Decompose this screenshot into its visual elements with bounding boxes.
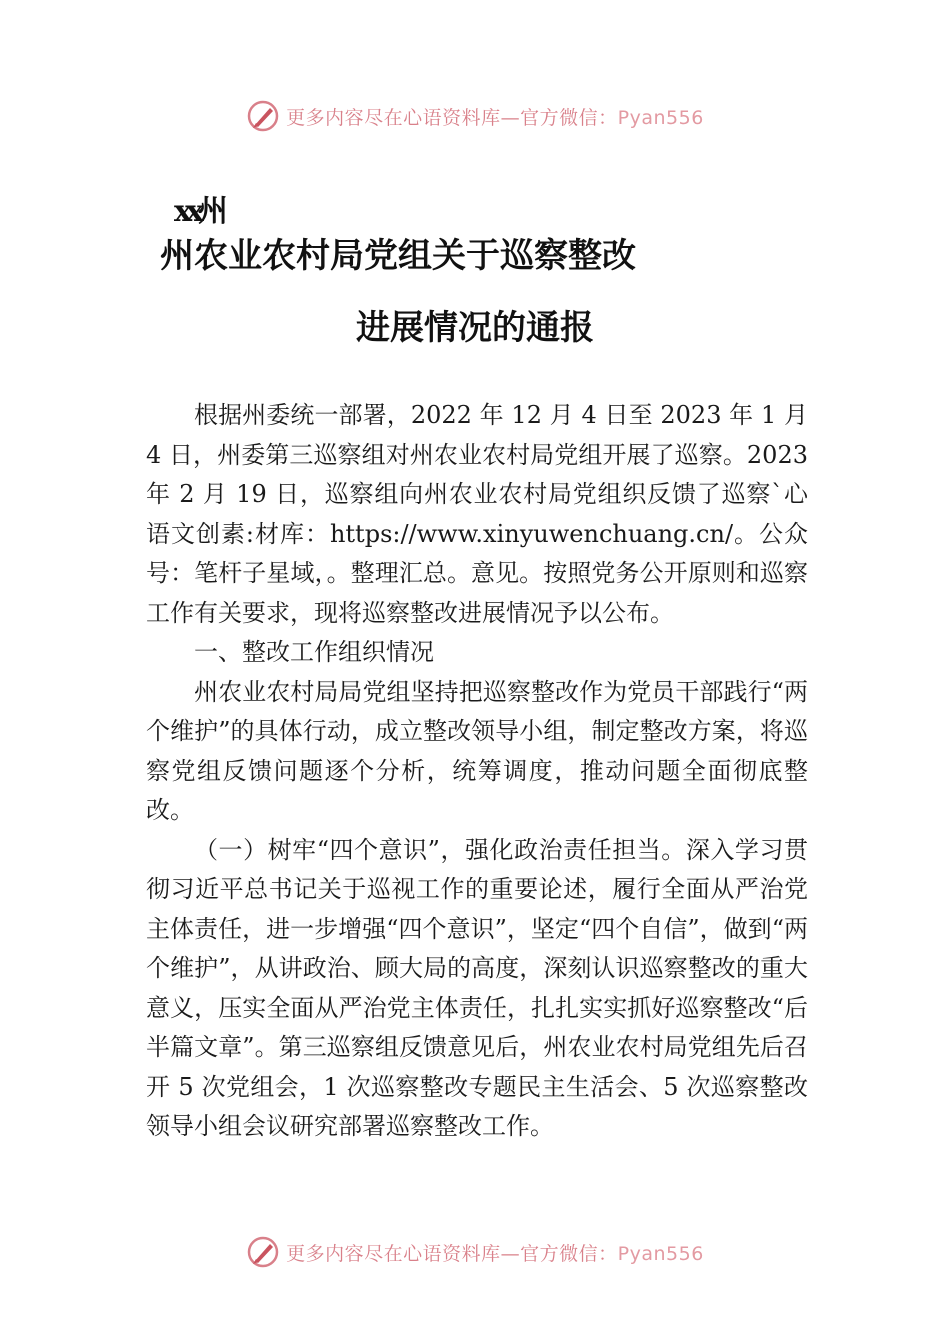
pen-circle-icon [246, 1235, 280, 1269]
section-heading-1: 一、整改工作组织情况 [194, 638, 434, 666]
watermark-text: 更多内容尽在心语资料库—官方微信：Pyan556 [286, 106, 704, 129]
pen-circle-icon [246, 99, 280, 133]
watermark-footer [0, 1232, 950, 1272]
document-title-line1: 州农业农村局党组关于巡察整改 [160, 236, 636, 276]
watermark-text: 更多内容尽在心语资料库—官方微信：Pyan556 [286, 1242, 704, 1265]
paragraph-organization: 州农业农村局局党组坚持把巡察整改作为党员干部践行“两个维护”的具体行动，成立整改领导小组，制定整改方案，将巡察党组反馈问题逐个分析，统筹调度，推动问题全面彻底整改。 [146, 677, 808, 824]
document-title-line2: 进展情况的通报 [356, 308, 594, 348]
title-prefix: xx州 [174, 194, 222, 229]
document-body [146, 396, 832, 1147]
paragraph-intro: 根据州委统一部署，2022 年 12 月 4 日至 2023 年 1 月 4 日，州委第三巡察组对州农业农村局党组开展了巡察。2023 年 2 月 19 日，巡察组向州农业农村局党组织反馈了巡察`心语文创素:材库：https://www.xinyuwenchuang.cn/。公众号：笔杆子星域，。整理汇总。意见。按照党务公开原则和巡察工作有关要求，现将巡察整改进展情况予以公布。 [146, 401, 832, 627]
watermark-header [0, 96, 950, 136]
paragraph-subsection-1: （一）树牢“四个意识”，强化政治责任担当。深入学习贯彻习近平总书记关于巡视工作的重要论述，履行全面从严治党主体责任，进一步增强“四个意识”，坚定“四个自信”，做到“两个维护”，从讲政治、顾大局的高度，深刻认识巡察整改的重大意义，压实全面从严治党主体责任，扎扎实实抓好巡察整改“后半篇文章”。第三巡察组反馈意见后，州农业农村局党组先后召开 5 次党组会，1 次巡察整改专题民主生活会、5 次巡察整改领导小组会议研究部署巡察整改工作。 [146, 835, 808, 1140]
